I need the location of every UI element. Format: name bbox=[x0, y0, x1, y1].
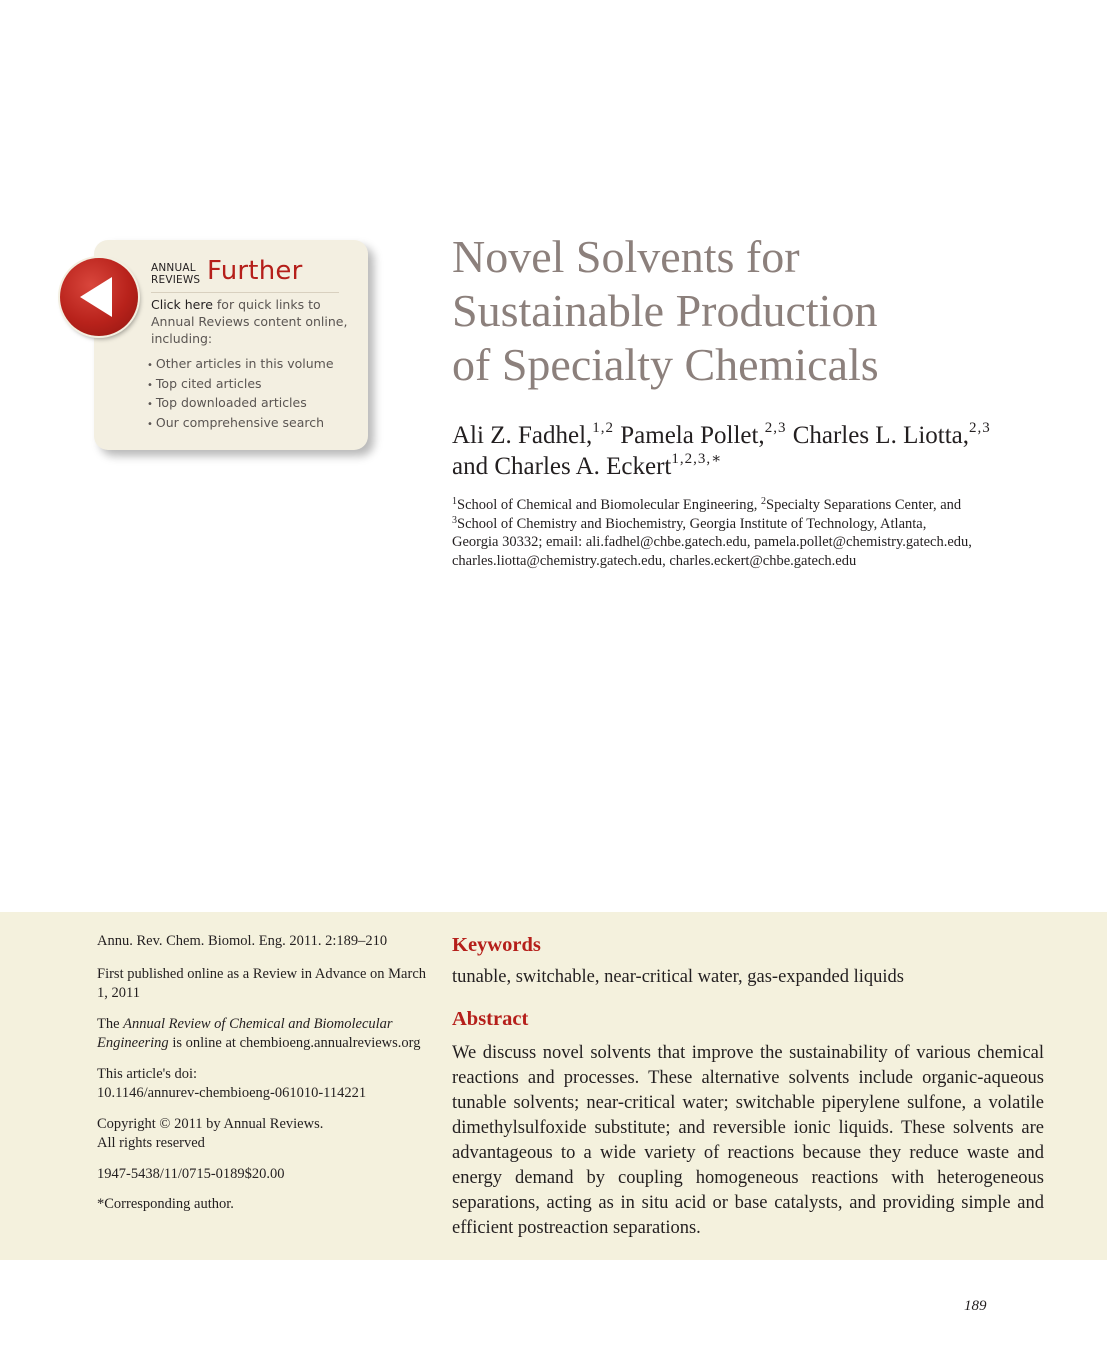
abstract-heading: Abstract bbox=[452, 1008, 529, 1030]
journal-name: Annual Review of Chemical and Biomolecular Engineering bbox=[97, 1015, 393, 1051]
online-suffix: is online at chembioeng.annualreviews.org bbox=[168, 1035, 421, 1051]
online-prefix: The bbox=[97, 1015, 124, 1032]
corresponding-author-note: *Corresponding author. bbox=[97, 1196, 234, 1212]
doi-block bbox=[97, 1065, 437, 1104]
doi-value: 10.1146/annurev-chembioeng-061010-114221 bbox=[97, 1085, 367, 1101]
page-number: 189 bbox=[964, 1298, 987, 1314]
author-name: Ali Z. Fadhel, bbox=[452, 422, 593, 449]
affil-emails: Georgia 30332; email: ali.fadhel@chbe.gatech.edu, pamela.pollet@chemistry.gatech.edu, bbox=[452, 534, 972, 550]
further-link-top-cited[interactable]: • Top cited articles bbox=[147, 375, 334, 395]
affil-text: School of Chemical and Biomolecular Engineering, bbox=[457, 497, 762, 513]
click-here-link[interactable]: Click here bbox=[151, 297, 213, 312]
further-links bbox=[147, 355, 334, 433]
keywords-text: tunable, switchable, near-critical water, gas-expanded liquids bbox=[452, 967, 904, 987]
further-link-other-articles[interactable]: • Other articles in this volume bbox=[147, 355, 334, 375]
affil-sup: 2 bbox=[761, 496, 767, 507]
affil-sup: 3 bbox=[452, 514, 457, 526]
author-affil-sup: 2,3 bbox=[969, 420, 991, 436]
further-intro bbox=[151, 296, 351, 347]
first-published: First published online as a Review in Advance on March 1, 2011 bbox=[97, 965, 427, 1001]
further-link-search[interactable]: • Our comprehensive search bbox=[147, 414, 334, 434]
back-arrow-icon[interactable] bbox=[60, 258, 138, 336]
affil-text: School of Chemistry and Biochemistry, Georgia Institute of Technology, Atlanta, bbox=[457, 515, 927, 532]
keywords-heading: Keywords bbox=[452, 934, 541, 956]
affil-emails: charles.liotta@chemistry.gatech.edu, charles.eckert@chbe.gatech.edu bbox=[452, 552, 857, 569]
title-line: Novel Solvents for bbox=[452, 231, 800, 282]
author-name: Charles L. Liotta, bbox=[792, 422, 970, 449]
copyright: Copyright © 2011 by Annual Reviews. bbox=[97, 1115, 324, 1132]
rights: All rights reserved bbox=[97, 1135, 205, 1151]
affil-text: Specialty Separations Center, and bbox=[766, 497, 962, 513]
abstract-text: We discuss novel solvents that improve the sustainability of various chemical reactions and processes. These alternative solvents include organic-aqueous tunable solvents; near-critical water; switchable piperylene sulfone, a volatile dimethylsulfoxide substitute; and reversible ionic liquids. These solvents are advantageous to a wide variety of reactions because they reduce waste and energy demand by coupling homogeneous reactions with heterogeneous separations, acting as in situ acid or base catalysts, and providing simple and efficient postreaction separations. bbox=[452, 1043, 1044, 1238]
affil-sup: 1 bbox=[452, 496, 457, 507]
title-line: Sustainable Production bbox=[452, 285, 878, 336]
logo-line-annual: ANNUAL bbox=[151, 262, 196, 274]
author-name: Pamela Pollet, bbox=[620, 422, 765, 449]
logo-line-reviews: REVIEWS bbox=[151, 274, 201, 286]
author-list bbox=[452, 420, 1072, 482]
doi-label: This article's doi: bbox=[97, 1065, 198, 1082]
affiliations bbox=[452, 496, 1052, 570]
title-line: of Specialty Chemicals bbox=[452, 339, 879, 390]
copyright-block bbox=[97, 1115, 437, 1154]
citation: Annu. Rev. Chem. Biomol. Eng. 2011. 2:189–210 bbox=[97, 933, 388, 949]
online-info bbox=[97, 1015, 437, 1054]
author-affil-sup: 2,3 bbox=[764, 420, 787, 436]
further-heading: Further bbox=[207, 256, 303, 286]
further-link-top-downloaded[interactable]: • Top downloaded articles bbox=[147, 394, 334, 414]
annual-reviews-logo bbox=[151, 262, 200, 286]
article-title bbox=[452, 230, 1072, 392]
author-affil-sup: 1,2,3,∗ bbox=[671, 451, 723, 467]
issn: 1947-5438/11/0715-0189$20.00 bbox=[97, 1165, 285, 1182]
further-divider bbox=[151, 292, 339, 293]
author-name: and Charles A. Eckert bbox=[452, 453, 672, 480]
further-intro-text: for quick links to Annual Reviews content online, including: bbox=[151, 297, 348, 346]
author-affil-sup: 1,2 bbox=[592, 420, 615, 436]
article-metadata bbox=[97, 932, 437, 1226]
